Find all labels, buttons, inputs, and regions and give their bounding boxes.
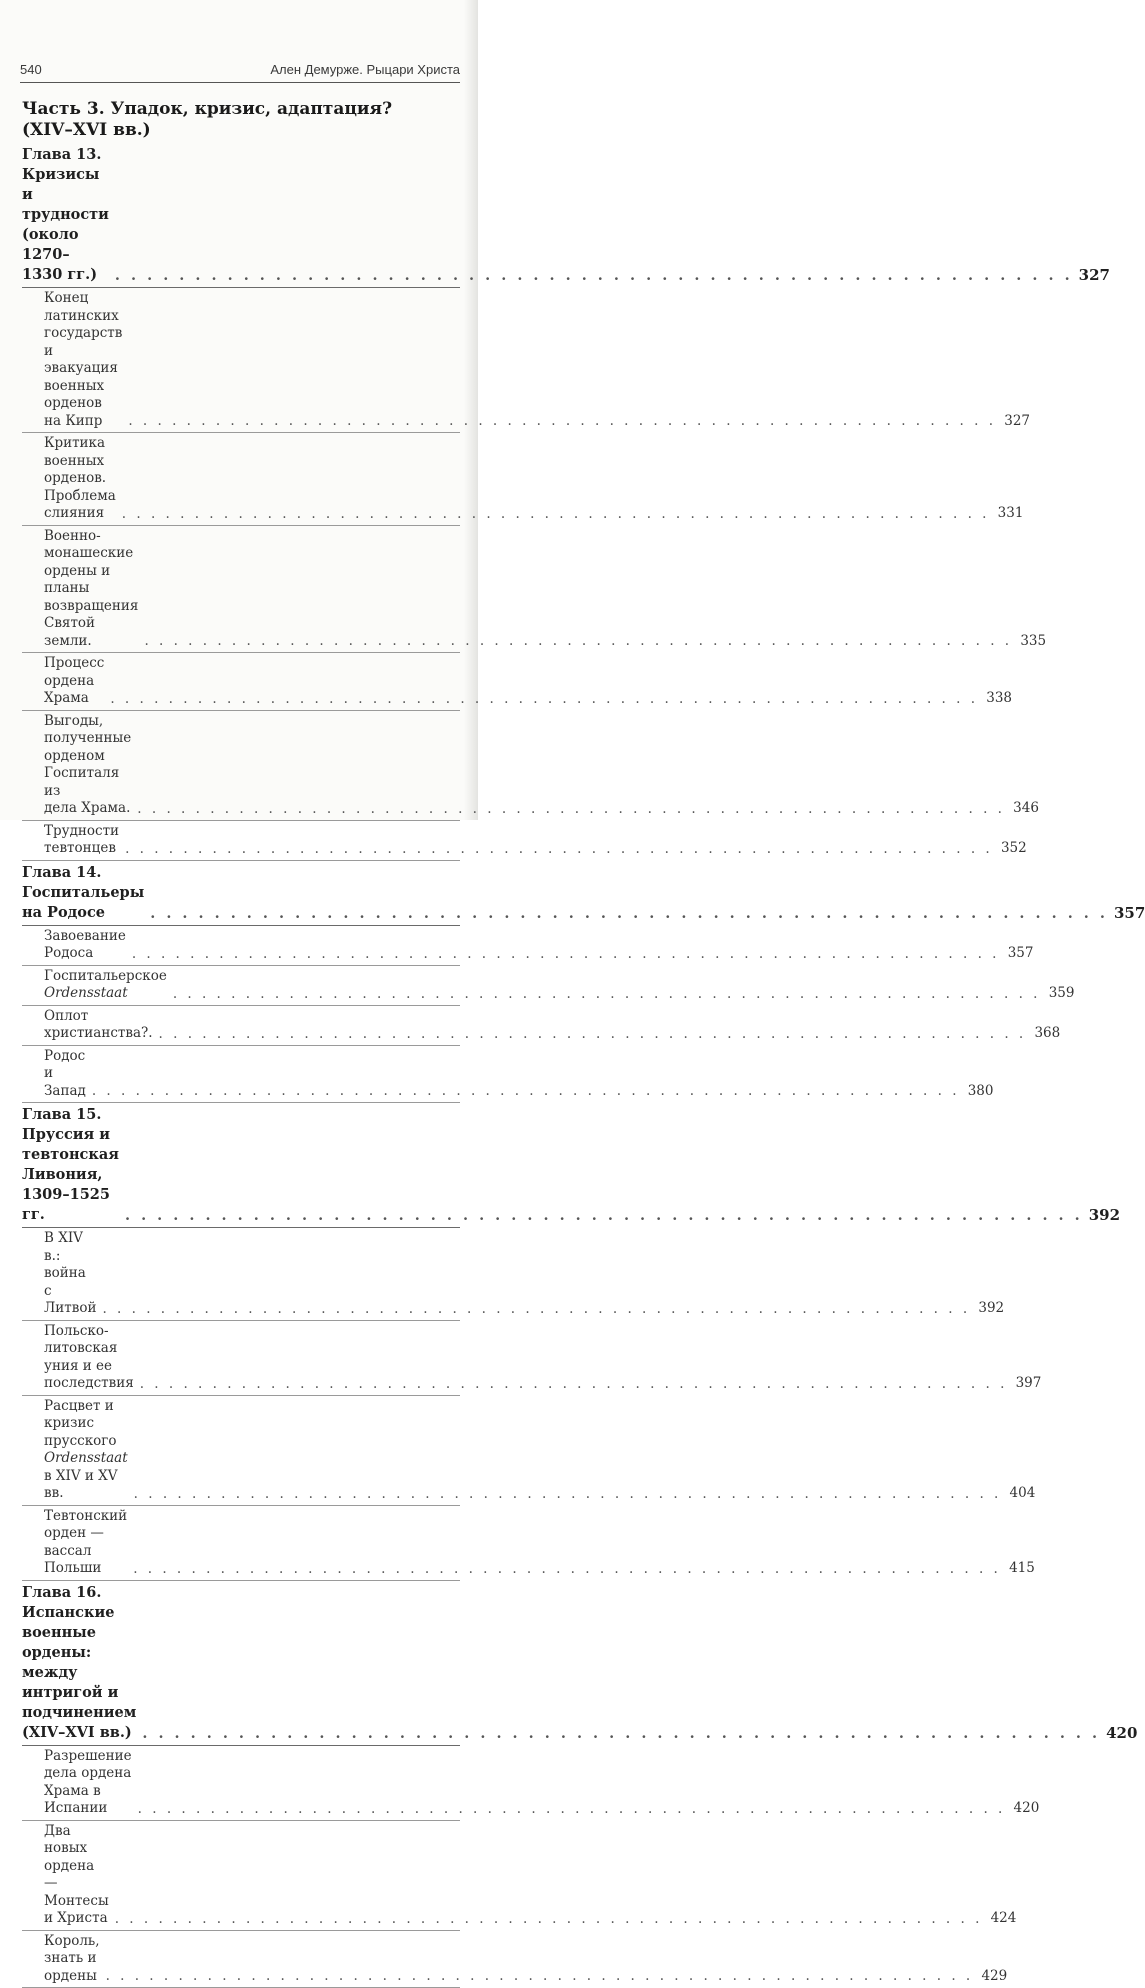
toc-section-entry — [22, 433, 460, 526]
toc-entry-text: Критика военных орденов. Проблема слияния — [44, 435, 116, 521]
toc-entry-text: Король, знать и ордены — [44, 1933, 100, 1984]
toc-entry-line — [44, 1323, 134, 1393]
toc-entry-text: Выгоды, полученные орденом Госпиталя из — [44, 713, 131, 799]
toc-entry-line — [44, 378, 122, 431]
toc-page-number: 392 — [976, 1300, 1004, 1318]
toc-dot-leader — [144, 636, 1012, 646]
toc-entry-line — [44, 1048, 86, 1101]
toc-entry-line — [44, 598, 138, 651]
toc-entry-text: Родос и Запад — [44, 1048, 86, 1099]
toc-entry-title — [44, 1748, 132, 1818]
toc-entry-italic: Ordensstaat — [44, 985, 128, 1001]
toc-entry-text: Завоевание Родоса — [44, 928, 126, 962]
toc-entry-text: Процесс ордена Храма — [44, 655, 104, 706]
toc-entry-title — [44, 1398, 128, 1503]
toc-page-number: 357 — [1005, 945, 1033, 963]
toc-entry-text: Разрешение дела ордена Храма в Испании — [44, 1748, 132, 1817]
toc-entry-text: военных орденов на Кипр — [44, 378, 104, 429]
toc-entry-text: Конец латинских государств и эвакуация — [44, 290, 122, 376]
toc-page-number: 404 — [1007, 1485, 1035, 1503]
toc-entry-text: Трудности тевтонцев — [44, 823, 119, 857]
toc-section-entry — [22, 821, 460, 861]
toc-entry-text: (около 1270–1330 гг.) — [22, 226, 97, 283]
toc-dot-leader — [133, 1564, 1001, 1574]
running-title: Ален Демурже. Рыцари Христа — [270, 62, 460, 77]
toc-dot-leader — [122, 509, 990, 519]
toc-dot-leader — [115, 271, 1073, 281]
toc-entry-title — [44, 928, 126, 963]
toc-entry-line — [44, 655, 104, 708]
toc-page-number: 331 — [995, 505, 1023, 523]
toc-section-entry — [22, 653, 460, 711]
toc-entry-line — [44, 1933, 100, 1986]
toc-entry-title — [44, 528, 138, 651]
toc-entry-line — [44, 290, 122, 378]
toc-entry-line — [44, 1398, 128, 1451]
toc-section-entry — [22, 1006, 460, 1046]
toc-entry-title — [44, 1823, 109, 1928]
toc-dot-leader — [142, 1729, 1100, 1739]
toc-page-number: 415 — [1007, 1560, 1035, 1578]
toc-entry-text: дела Храма. — [44, 800, 130, 816]
header-rule — [20, 82, 460, 83]
toc-dot-leader — [173, 989, 1041, 999]
toc-dot-leader — [140, 1379, 1008, 1389]
part-title-line-2: (XIV–XVI вв.) — [22, 120, 462, 141]
toc-dot-leader — [132, 949, 1000, 959]
book-page — [0, 0, 478, 820]
toc-dot-leader — [115, 1914, 983, 1924]
toc-dot-leader — [92, 1086, 960, 1096]
toc-entry-line — [22, 863, 144, 923]
toc-entry-text: Глава 14. Госпитальеры на Родосе — [22, 864, 144, 921]
table-of-contents — [22, 143, 460, 1988]
toc-entry-line — [44, 1748, 132, 1818]
toc-section-entry — [22, 1506, 460, 1581]
toc-entry-title — [44, 1008, 153, 1043]
toc-entry-line — [44, 1508, 127, 1578]
toc-section-entry — [22, 711, 460, 821]
toc-entry-title — [44, 1508, 127, 1578]
toc-entry-text: Два новых ордена — Монтесы и Христа — [44, 1823, 109, 1927]
toc-page-number: 368 — [1032, 1025, 1060, 1043]
toc-entry-line — [22, 225, 109, 285]
page-number: 540 — [20, 62, 42, 77]
toc-page-number: 338 — [984, 690, 1012, 708]
toc-entry-text: Госпитальерское — [44, 968, 167, 984]
toc-page-number: 420 — [1011, 1800, 1039, 1818]
toc-page-number: 359 — [1046, 985, 1074, 1003]
toc-dot-leader — [138, 1804, 1006, 1814]
toc-section-entry — [22, 1821, 460, 1931]
toc-entry-line — [22, 145, 109, 225]
toc-chapter-entry — [22, 1103, 460, 1228]
toc-entry-title — [44, 290, 122, 430]
toc-entry-text: Глава 15. Пруссия и тевтонская Ливония, — [22, 1106, 119, 1183]
part-title — [22, 99, 462, 141]
toc-entry-line — [44, 1008, 153, 1043]
toc-entry-line — [44, 823, 119, 858]
toc-entry-line — [22, 1583, 136, 1683]
toc-page-number: 429 — [979, 1968, 1007, 1986]
toc-entry-text: Польско-литовская уния и ее последствия — [44, 1323, 134, 1392]
toc-entry-title — [44, 1323, 134, 1393]
toc-entry-line — [44, 713, 131, 801]
toc-dot-leader — [137, 804, 1005, 814]
toc-page-number: 335 — [1018, 633, 1046, 651]
toc-page-number: 327 — [1079, 265, 1110, 285]
toc-entry-italic: Ordensstaat — [44, 1450, 128, 1466]
toc-entry-text: В XIV в.: война с Литвой — [44, 1230, 96, 1316]
part-title-line-1: Часть 3. Упадок, кризис, адаптация? — [22, 99, 462, 120]
toc-entry-title — [22, 1583, 136, 1743]
toc-chapter-entry — [22, 1581, 460, 1746]
toc-section-entry — [22, 1931, 460, 1988]
toc-page-number: 357 — [1114, 903, 1145, 923]
toc-entry-line — [44, 435, 116, 523]
toc-entry-title — [44, 1230, 96, 1318]
toc-entry-line — [44, 928, 126, 963]
toc-entry-text: Глава 13. Кризисы и трудности — [22, 146, 109, 223]
toc-page-number: 327 — [1002, 413, 1030, 431]
toc-page-number: 380 — [966, 1083, 994, 1101]
toc-entry-line — [22, 1185, 119, 1225]
toc-entry-line — [44, 1230, 96, 1318]
toc-dot-leader — [125, 1211, 1083, 1221]
toc-section-entry — [22, 926, 460, 966]
toc-chapter-entry — [22, 143, 460, 288]
toc-section-entry — [22, 966, 460, 1006]
toc-entry-title — [44, 823, 119, 858]
toc-entry-text: в XIV и XV вв. — [44, 1468, 118, 1502]
toc-entry-title — [22, 1105, 119, 1225]
toc-dot-leader — [102, 1304, 970, 1314]
toc-section-entry — [22, 1746, 460, 1821]
toc-entry-line — [44, 1823, 109, 1928]
toc-entry-title — [22, 863, 144, 923]
toc-section-entry — [22, 526, 460, 654]
toc-entry-text: Глава 16. Испанские военные ордены: между — [22, 1584, 114, 1681]
toc-dot-leader — [110, 694, 978, 704]
toc-page-number: 424 — [988, 1910, 1016, 1928]
toc-entry-line — [22, 1683, 136, 1743]
toc-entry-text: интригой и подчинением (XIV–XVI вв.) — [22, 1684, 136, 1741]
toc-dot-leader — [106, 1971, 974, 1981]
toc-entry-line — [22, 1105, 119, 1185]
toc-section-entry — [22, 1046, 460, 1104]
toc-entry-text: Тевтонский орден — вассал Польши — [44, 1508, 127, 1577]
toc-page-number: 352 — [999, 840, 1027, 858]
toc-dot-leader — [159, 1029, 1027, 1039]
toc-entry-title — [22, 145, 109, 285]
toc-dot-leader — [125, 844, 993, 854]
toc-section-entry — [22, 1228, 460, 1321]
toc-entry-title — [44, 713, 131, 818]
toc-dot-leader — [134, 1489, 1002, 1499]
toc-section-entry — [22, 1396, 460, 1506]
toc-entry-title — [44, 435, 116, 523]
toc-section-entry — [22, 288, 460, 433]
toc-section-entry — [22, 1321, 460, 1396]
toc-page-number: 397 — [1013, 1375, 1041, 1393]
toc-page-number: 392 — [1089, 1205, 1120, 1225]
toc-entry-title — [44, 1933, 100, 1986]
toc-entry-text: Оплот христианства?. — [44, 1008, 153, 1042]
running-header — [20, 62, 460, 82]
toc-dot-leader — [150, 909, 1108, 919]
toc-entry-text: Военно-монашеские ордены и планы — [44, 528, 133, 597]
toc-entry-line — [44, 800, 131, 818]
toc-page-number: 420 — [1106, 1723, 1137, 1743]
toc-entry-line — [44, 1450, 128, 1503]
toc-entry-line — [44, 528, 138, 598]
toc-dot-leader — [128, 416, 996, 426]
toc-entry-title — [44, 968, 167, 1003]
toc-entry-text: Расцвет и кризис прусского — [44, 1398, 116, 1449]
toc-page-number: 346 — [1011, 800, 1039, 818]
toc-entry-text: 1309–1525 гг. — [22, 1186, 110, 1223]
toc-entry-text: возвращения Святой земли. — [44, 598, 138, 649]
toc-entry-title — [44, 1048, 86, 1101]
toc-chapter-entry — [22, 861, 460, 926]
toc-entry-title — [44, 655, 104, 708]
toc-entry-line — [44, 968, 167, 1003]
